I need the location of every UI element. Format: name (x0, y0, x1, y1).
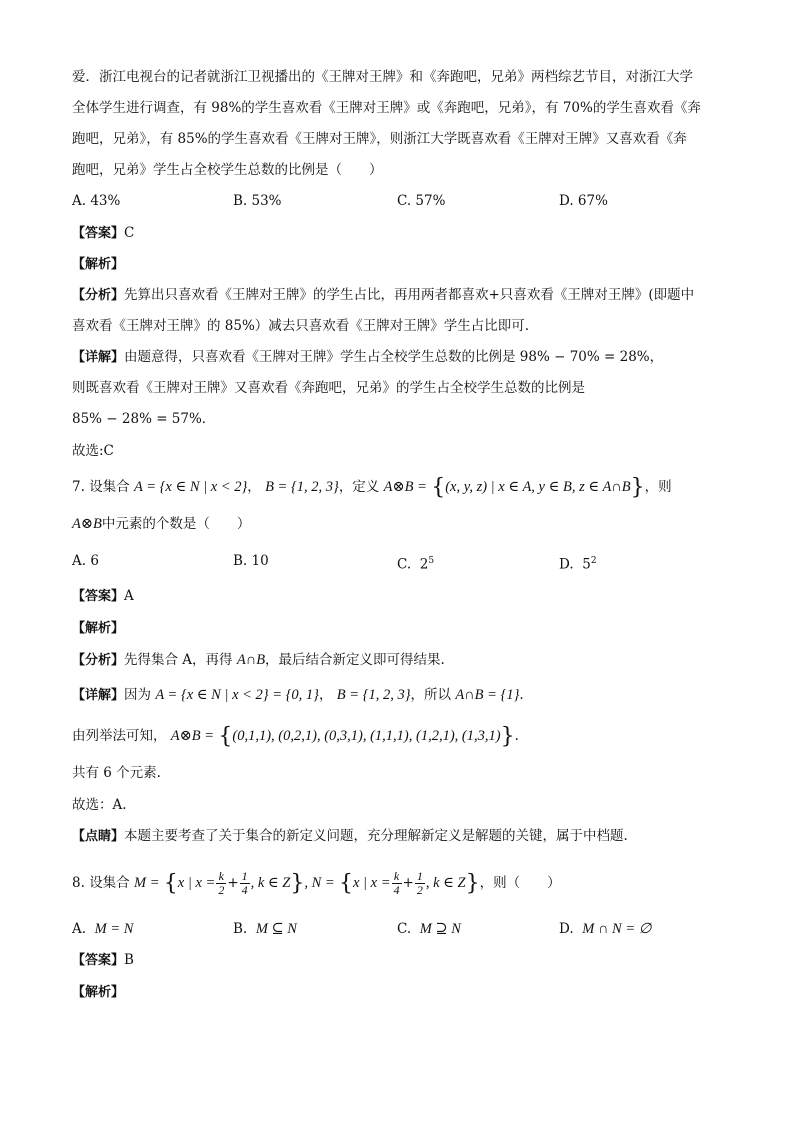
q7-stem-text: 设集合 (89, 479, 130, 495)
option-label: C. (397, 921, 412, 937)
q7-def-lhs: A⊗B = (383, 479, 427, 495)
q7-stem-text-3: ，则 (644, 479, 672, 495)
option-value: M ∩ N = ∅ (582, 921, 652, 937)
q7-fenxi (72, 651, 445, 670)
q6-stem-line-1: 爱．浙江电视台的记者就浙江卫视播出的《王牌对王牌》和《奔跑吧，兄弟》两档综艺节目，对浙江大学 (72, 69, 693, 85)
option-label: D. (559, 921, 574, 937)
q8-stem-text-2: ，则（ ） (479, 875, 561, 891)
q7-stem-text-4: 中元素的个数是（ ） (101, 516, 251, 532)
q6-xiangjie-line-1 (72, 348, 663, 367)
q8-option-b (233, 920, 297, 938)
xiangjie-text: 由题意得，只喜欢看《王牌对王牌》学生占全校学生总数的比例是 98% − 70% = 28%， (124, 349, 664, 365)
option-label: A. (72, 553, 87, 569)
dianjing-text: 本题主要考查了关于集合的新定义问题，充分理解新定义是解题的关键，属于中档题. (124, 828, 628, 844)
q7-dianjing (72, 827, 628, 846)
xiangjie-math-1: A = {x ∈ N | x < 2} = {0, 1} (155, 687, 319, 703)
option-label: B. (233, 921, 248, 937)
q8-n-left: x | x = (353, 875, 391, 891)
analysis-tag: 【解析】 (72, 621, 125, 636)
option-value: 2 (419, 556, 429, 573)
option-value: 10 (251, 553, 269, 569)
q6-option-c: C. 57% (397, 193, 446, 209)
q8-m-frac-1 (216, 870, 226, 897)
q8-n-lhs: , N = (304, 875, 335, 891)
fenxi-text-2: ，最后结合新定义即可得结果. (265, 652, 445, 668)
xiangjie-tag: 【详解】 (72, 350, 125, 365)
q6-stem-line-4: 跑吧，兄弟》学生占全校学生总数的比例是（ ） (72, 162, 383, 178)
list-end: . (514, 728, 519, 744)
fenxi-text: 先得集合 A，再得 (124, 652, 233, 668)
q6-xiangjie-line-2: 则既喜欢看《王牌对王牌》又喜欢看《奔跑吧，兄弟》的学生占全校学生总数的比例是 (72, 380, 585, 396)
q8-m-left: x | x = (177, 875, 216, 891)
fenxi-tag: 【分析】 (72, 288, 125, 303)
q7-list: 由列举法可知， A⊗B = {(0,1,1), (0,2,1), (0,3,1), (1,1,1), (1,2,1), (1,3,1)}. (72, 724, 519, 749)
q7-option-a (72, 552, 99, 570)
q7-op: A⊗B (72, 516, 102, 532)
list-math: A⊗B = (170, 728, 215, 744)
answer-tag: 【答案】 (72, 589, 125, 604)
q7-answer (72, 587, 134, 606)
q8-analysis-heading (72, 983, 124, 1002)
q7-def-set: (x, y, z) | x ∈ A, y ∈ B, z ∈ A∩B (445, 479, 631, 495)
answer-tag: 【答案】 (72, 953, 125, 968)
frac-denominator: 2 (218, 883, 225, 897)
q8-m-right: , k ∈ Z (250, 875, 291, 891)
q8-number: 8. (72, 875, 85, 891)
q7-number: 7. (72, 479, 85, 495)
frac-numerator: 1 (241, 869, 248, 883)
q6-stem-line-2: 全体学生进行调查，有 98%的学生喜欢看《王牌对王牌》或《奔跑吧，兄弟》，有 70%的学生喜欢看《奔 (72, 100, 701, 116)
option-value: M = N (94, 921, 134, 937)
q6-option-a: A. 43% (72, 193, 121, 209)
q6-answer (72, 224, 134, 243)
q8-m-frac-2 (240, 870, 250, 897)
q8-stem-text: 设集合 (89, 875, 130, 891)
answer-value: A (124, 588, 134, 604)
q8-stem: 8. 设集合 M = {x | x = $\frac{k}{2}$ + $\frac{1}{4}$ , k ∈ Z}, N = {x | x = $\frac{k}{4}$ + $\frac{1}{2}$ , k ∈ Z}，则（ ） (72, 869, 561, 897)
fenxi-math: A∩B (236, 652, 266, 668)
frac-denominator: 4 (393, 883, 400, 897)
q8-n-right: , k ∈ Z (425, 875, 466, 891)
q6-fenxi-line-2: 喜欢看《王牌对王牌》的 85%）减去只喜欢看《王牌对王牌》学生占比即可. (72, 318, 530, 334)
q8-answer (72, 951, 134, 970)
xiangjie-text: 因为 (124, 687, 152, 703)
xiangjie-math-3: A∩B = {1} (455, 687, 520, 703)
q8-option-c (397, 920, 461, 938)
fenxi-text: 先算出只喜欢看《王牌对王牌》的学生占比，再用两者都喜欢+只喜欢看《王牌对王牌》(即题中 (124, 287, 695, 303)
option-value: M ⊆ N (255, 921, 297, 937)
q8-n-frac-1 (392, 870, 402, 897)
frac-denominator: 4 (241, 883, 248, 897)
q7-stem-line-2 (72, 515, 250, 533)
q7-set-a: A = {x ∈ N | x < 2} (133, 479, 248, 495)
xiangjie-math-2: B = {1, 2, 3} (336, 687, 411, 703)
fenxi-tag: 【分析】 (72, 653, 125, 668)
q7-option-c (397, 552, 434, 574)
xiangjie-text-2: ， (318, 687, 333, 703)
list-set: (0,1,1), (0,2,1), (0,3,1), (1,1,1), (1,2,1), (1,3,1) (232, 728, 501, 744)
option-value: 6 (90, 553, 99, 569)
frac-numerator: k (216, 870, 226, 884)
list-text: 由列举法可知， (72, 728, 167, 744)
q6-option-d: D. 67% (559, 193, 608, 209)
frac-denominator: 2 (416, 883, 423, 897)
q8-option-a (72, 920, 133, 938)
option-exponent: 2 (590, 556, 597, 566)
option-label: B. (233, 553, 248, 569)
option-label: A. (72, 921, 87, 937)
q6-stem-line-3: 跑吧，兄弟》，有 85%的学生喜欢看《王牌对王牌》，则浙江大学既喜欢看《王牌对王牌》又喜欢看《奔 (72, 131, 687, 147)
q6-xiangjie-line-3: 85% − 28% = 57%． (72, 411, 216, 427)
dianjing-tag: 【点睛】 (72, 829, 125, 844)
q6-choose: 故选:C (72, 443, 114, 459)
q7-option-b (233, 552, 269, 570)
q7-xiangjie (72, 686, 524, 705)
answer-value: B (124, 952, 134, 968)
q6-option-b: B. 53% (233, 193, 282, 209)
q7-count: 共有 6 个元素. (72, 765, 161, 781)
xiangjie-text-4: . (519, 687, 524, 703)
q7-choose: 故选：A. (72, 797, 127, 813)
xiangjie-tag: 【详解】 (72, 688, 125, 703)
q7-stem-line-1: 7. 设集合 A = {x ∈ N | x < 2}， B = {1, 2, 3}，定义 A⊗B = {(x, y, z) | x ∈ A, y ∈ B, z ∈ A∩B}，则 (72, 475, 672, 500)
q7-set-b: B = {1, 2, 3} (265, 479, 339, 495)
answer-tag: 【答案】 (72, 226, 125, 241)
xiangjie-text-3: ，所以 (410, 687, 452, 703)
q8-m-lhs: M = (133, 875, 160, 891)
q7-stem-text-2: ，定义 (338, 479, 380, 495)
frac-numerator: 1 (416, 869, 423, 883)
option-exponent: 5 (428, 556, 435, 566)
option-value: 5 (582, 556, 591, 573)
q8-n-frac-2 (415, 870, 425, 897)
q6-analysis-heading (72, 255, 124, 274)
analysis-tag: 【解析】 (72, 257, 125, 272)
option-label: D. (559, 556, 574, 573)
answer-value: C (124, 225, 135, 241)
option-value: M ⊇ N (419, 921, 461, 937)
analysis-tag: 【解析】 (72, 985, 125, 1000)
option-label: C. (397, 556, 412, 573)
q7-option-d (559, 552, 597, 574)
q6-fenxi-line-1 (72, 286, 694, 305)
q8-option-d (559, 920, 651, 938)
q7-analysis-heading (72, 619, 124, 638)
frac-numerator: k (392, 870, 402, 884)
